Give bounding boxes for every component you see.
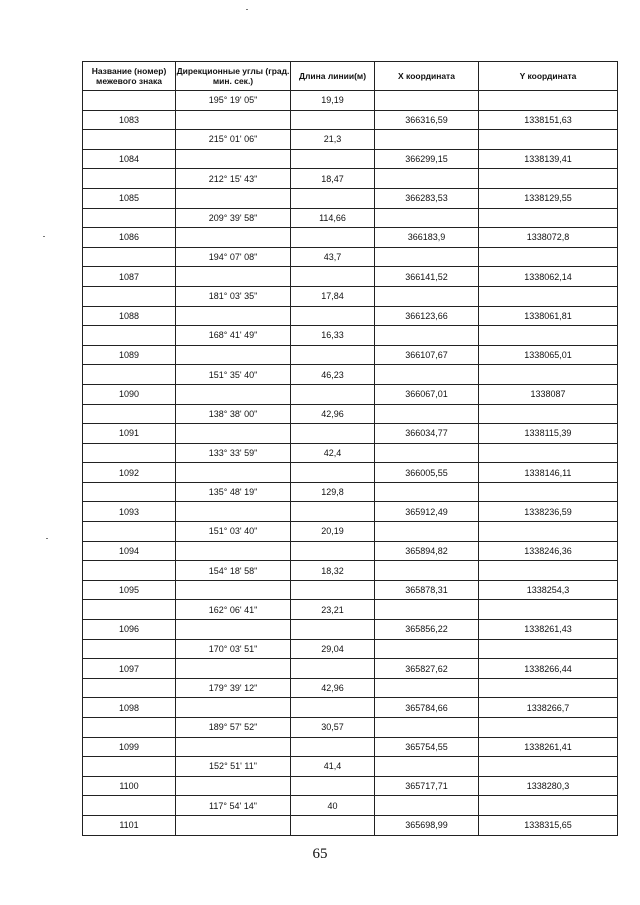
header-x-coordinate: X координата [375, 62, 479, 91]
line-length-cell [291, 188, 375, 208]
y-coordinate-cell [479, 600, 618, 620]
x-coordinate-cell [375, 91, 479, 111]
x-coordinate-cell: 366299,15 [375, 149, 479, 169]
direction-angle-cell [176, 345, 291, 365]
coordinates-table [82, 61, 618, 836]
table-row [83, 169, 618, 189]
line-length-cell: 20,19 [291, 522, 375, 542]
direction-angle-cell: 138° 38' 00" [176, 404, 291, 424]
direction-angle-cell: 195° 19' 05" [176, 91, 291, 111]
direction-angle-cell [176, 580, 291, 600]
direction-angle-cell: 212° 15' 43" [176, 169, 291, 189]
x-coordinate-cell [375, 247, 479, 267]
y-coordinate-cell: 1338261,43 [479, 620, 618, 640]
y-coordinate-cell: 1338246,36 [479, 541, 618, 561]
marker-name-cell [83, 522, 176, 542]
y-coordinate-cell: 1338146,11 [479, 463, 618, 483]
marker-name-cell [83, 796, 176, 816]
y-coordinate-cell [479, 326, 618, 346]
y-coordinate-cell [479, 757, 618, 777]
line-length-cell: 41,4 [291, 757, 375, 777]
y-coordinate-cell [479, 482, 618, 502]
table-row [83, 463, 618, 483]
direction-angle-cell: 154° 18' 58" [176, 561, 291, 581]
marker-name-cell [83, 326, 176, 346]
line-length-cell: 42,96 [291, 678, 375, 698]
direction-angle-cell [176, 306, 291, 326]
direction-angle-cell: 209° 39' 58" [176, 208, 291, 228]
x-coordinate-cell: 366005,55 [375, 463, 479, 483]
table-row [83, 757, 618, 777]
y-coordinate-cell: 1338151,63 [479, 110, 618, 130]
table-row [83, 149, 618, 169]
marker-name-cell [83, 718, 176, 738]
direction-angle-cell [176, 424, 291, 444]
direction-angle-cell: 181° 03' 35" [176, 286, 291, 306]
x-coordinate-cell: 365912,49 [375, 502, 479, 522]
line-length-cell: 18,32 [291, 561, 375, 581]
x-coordinate-cell: 366123,66 [375, 306, 479, 326]
y-coordinate-cell [479, 522, 618, 542]
line-length-cell: 17,84 [291, 286, 375, 306]
y-coordinate-cell [479, 443, 618, 463]
direction-angle-cell: 151° 03' 40" [176, 522, 291, 542]
table-row [83, 247, 618, 267]
line-length-cell [291, 620, 375, 640]
x-coordinate-cell [375, 757, 479, 777]
marker-name-cell: 1089 [83, 345, 176, 365]
line-length-cell: 29,04 [291, 639, 375, 659]
table-row [83, 188, 618, 208]
table-row [83, 267, 618, 287]
table-row [83, 443, 618, 463]
marker-name-cell [83, 561, 176, 581]
scan-speck [246, 9, 248, 10]
marker-name-cell [83, 482, 176, 502]
table-row [83, 796, 618, 816]
y-coordinate-cell: 1338280,3 [479, 776, 618, 796]
marker-name-cell [83, 91, 176, 111]
y-coordinate-cell [479, 286, 618, 306]
line-length-cell [291, 502, 375, 522]
line-length-cell: 40 [291, 796, 375, 816]
marker-name-cell: 1088 [83, 306, 176, 326]
marker-name-cell: 1100 [83, 776, 176, 796]
x-coordinate-cell [375, 718, 479, 738]
direction-angle-cell: 133° 33' 59" [176, 443, 291, 463]
y-coordinate-cell: 1338129,55 [479, 188, 618, 208]
table-row [83, 110, 618, 130]
table-row [83, 815, 618, 835]
direction-angle-cell [176, 384, 291, 404]
y-coordinate-cell: 1338065,01 [479, 345, 618, 365]
marker-name-cell [83, 404, 176, 424]
header-line-length: Длина линии(м) [291, 62, 375, 91]
direction-angle-cell [176, 737, 291, 757]
x-coordinate-cell [375, 796, 479, 816]
marker-name-cell: 1094 [83, 541, 176, 561]
line-length-cell [291, 463, 375, 483]
x-coordinate-cell: 365717,71 [375, 776, 479, 796]
direction-angle-cell [176, 188, 291, 208]
y-coordinate-cell: 1338115,39 [479, 424, 618, 444]
x-coordinate-cell: 365894,82 [375, 541, 479, 561]
direction-angle-cell: 215° 01' 06" [176, 130, 291, 150]
x-coordinate-cell [375, 365, 479, 385]
table-row [83, 639, 618, 659]
table-header-row [83, 62, 618, 91]
x-coordinate-cell [375, 326, 479, 346]
page-number: 65 [312, 846, 328, 862]
marker-name-cell: 1099 [83, 737, 176, 757]
marker-name-cell: 1101 [83, 815, 176, 835]
direction-angle-cell [176, 815, 291, 835]
line-length-cell: 42,4 [291, 443, 375, 463]
table-row [83, 776, 618, 796]
y-coordinate-cell: 1338062,14 [479, 267, 618, 287]
header-direction-angles: Дирекционные углы (град. мин. сек.) [176, 62, 291, 91]
marker-name-cell: 1098 [83, 698, 176, 718]
line-length-cell: 30,57 [291, 718, 375, 738]
x-coordinate-cell [375, 443, 479, 463]
x-coordinate-cell [375, 561, 479, 581]
y-coordinate-cell [479, 561, 618, 581]
direction-angle-cell: 135° 48' 19" [176, 482, 291, 502]
x-coordinate-cell: 366183,9 [375, 228, 479, 248]
y-coordinate-cell: 1338254,3 [479, 580, 618, 600]
y-coordinate-cell: 1338072,8 [479, 228, 618, 248]
table-row [83, 208, 618, 228]
table-row [83, 600, 618, 620]
table-row [83, 228, 618, 248]
line-length-cell [291, 737, 375, 757]
line-length-cell: 46,23 [291, 365, 375, 385]
marker-name-cell [83, 130, 176, 150]
x-coordinate-cell: 366316,59 [375, 110, 479, 130]
table-row [83, 620, 618, 640]
table-row [83, 580, 618, 600]
line-length-cell [291, 345, 375, 365]
x-coordinate-cell [375, 286, 479, 306]
line-length-cell: 18,47 [291, 169, 375, 189]
y-coordinate-cell: 1338266,7 [479, 698, 618, 718]
marker-name-cell: 1093 [83, 502, 176, 522]
table-row [83, 384, 618, 404]
line-length-cell: 23,21 [291, 600, 375, 620]
line-length-cell [291, 267, 375, 287]
x-coordinate-cell: 366283,53 [375, 188, 479, 208]
line-length-cell [291, 698, 375, 718]
x-coordinate-cell: 365784,66 [375, 698, 479, 718]
y-coordinate-cell [479, 208, 618, 228]
direction-angle-cell [176, 502, 291, 522]
y-coordinate-cell [479, 404, 618, 424]
table-row [83, 698, 618, 718]
x-coordinate-cell [375, 169, 479, 189]
line-length-cell [291, 815, 375, 835]
x-coordinate-cell [375, 130, 479, 150]
direction-angle-cell [176, 659, 291, 679]
x-coordinate-cell: 365827,62 [375, 659, 479, 679]
direction-angle-cell [176, 698, 291, 718]
x-coordinate-cell: 366034,77 [375, 424, 479, 444]
direction-angle-cell: 179° 39' 12" [176, 678, 291, 698]
marker-name-cell [83, 169, 176, 189]
y-coordinate-cell [479, 365, 618, 385]
marker-name-cell [83, 365, 176, 385]
marker-name-cell: 1086 [83, 228, 176, 248]
x-coordinate-cell [375, 600, 479, 620]
x-coordinate-cell [375, 482, 479, 502]
table-row [83, 718, 618, 738]
marker-name-cell: 1097 [83, 659, 176, 679]
direction-angle-cell [176, 149, 291, 169]
marker-name-cell: 1083 [83, 110, 176, 130]
direction-angle-cell: 194° 07' 08" [176, 247, 291, 267]
table-row [83, 659, 618, 679]
line-length-cell: 21,3 [291, 130, 375, 150]
y-coordinate-cell [479, 247, 618, 267]
marker-name-cell: 1092 [83, 463, 176, 483]
direction-angle-cell [176, 620, 291, 640]
direction-angle-cell: 117° 54' 14" [176, 796, 291, 816]
x-coordinate-cell: 366107,67 [375, 345, 479, 365]
scan-speck [43, 236, 45, 237]
marker-name-cell: 1084 [83, 149, 176, 169]
line-length-cell: 114,66 [291, 208, 375, 228]
table-row [83, 522, 618, 542]
y-coordinate-cell [479, 130, 618, 150]
line-length-cell: 16,33 [291, 326, 375, 346]
x-coordinate-cell: 366067,01 [375, 384, 479, 404]
x-coordinate-cell: 365698,99 [375, 815, 479, 835]
y-coordinate-cell [479, 169, 618, 189]
line-length-cell [291, 776, 375, 796]
line-length-cell [291, 149, 375, 169]
direction-angle-cell [176, 776, 291, 796]
x-coordinate-cell [375, 639, 479, 659]
x-coordinate-cell [375, 522, 479, 542]
marker-name-cell [83, 286, 176, 306]
marker-name-cell: 1090 [83, 384, 176, 404]
direction-angle-cell: 151° 35' 40" [176, 365, 291, 385]
x-coordinate-cell: 365754,55 [375, 737, 479, 757]
y-coordinate-cell [479, 639, 618, 659]
line-length-cell [291, 424, 375, 444]
table-row [83, 130, 618, 150]
table-row [83, 424, 618, 444]
x-coordinate-cell [375, 678, 479, 698]
line-length-cell: 19,19 [291, 91, 375, 111]
table-row [83, 502, 618, 522]
direction-angle-cell [176, 228, 291, 248]
x-coordinate-cell: 365856,22 [375, 620, 479, 640]
x-coordinate-cell [375, 404, 479, 424]
y-coordinate-cell [479, 718, 618, 738]
marker-name-cell: 1096 [83, 620, 176, 640]
direction-angle-cell [176, 110, 291, 130]
line-length-cell [291, 306, 375, 326]
line-length-cell [291, 384, 375, 404]
marker-name-cell [83, 757, 176, 777]
direction-angle-cell [176, 541, 291, 561]
table-row [83, 326, 618, 346]
marker-name-cell: 1085 [83, 188, 176, 208]
line-length-cell: 42,96 [291, 404, 375, 424]
marker-name-cell: 1091 [83, 424, 176, 444]
table-row [83, 678, 618, 698]
x-coordinate-cell [375, 208, 479, 228]
y-coordinate-cell: 1338139,41 [479, 149, 618, 169]
y-coordinate-cell [479, 678, 618, 698]
line-length-cell [291, 110, 375, 130]
table-row [83, 541, 618, 561]
line-length-cell: 129,8 [291, 482, 375, 502]
line-length-cell [291, 228, 375, 248]
table-row [83, 91, 618, 111]
marker-name-cell [83, 639, 176, 659]
table-row [83, 345, 618, 365]
x-coordinate-cell: 366141,52 [375, 267, 479, 287]
table-row [83, 482, 618, 502]
table-body [83, 91, 618, 836]
marker-name-cell [83, 443, 176, 463]
y-coordinate-cell: 1338261,41 [479, 737, 618, 757]
direction-angle-cell: 152° 51' 11" [176, 757, 291, 777]
x-coordinate-cell: 365878,31 [375, 580, 479, 600]
marker-name-cell [83, 208, 176, 228]
direction-angle-cell [176, 463, 291, 483]
marker-name-cell [83, 600, 176, 620]
y-coordinate-cell [479, 91, 618, 111]
header-marker-name: Название (номер) межевого знака [83, 62, 176, 91]
table-row [83, 404, 618, 424]
marker-name-cell [83, 678, 176, 698]
marker-name-cell: 1095 [83, 580, 176, 600]
table-row [83, 365, 618, 385]
line-length-cell [291, 580, 375, 600]
table-row [83, 286, 618, 306]
y-coordinate-cell: 1338236,59 [479, 502, 618, 522]
table-row [83, 737, 618, 757]
line-length-cell [291, 659, 375, 679]
line-length-cell: 43,7 [291, 247, 375, 267]
y-coordinate-cell [479, 796, 618, 816]
direction-angle-cell: 189° 57' 52" [176, 718, 291, 738]
direction-angle-cell [176, 267, 291, 287]
y-coordinate-cell: 1338061,81 [479, 306, 618, 326]
line-length-cell [291, 541, 375, 561]
y-coordinate-cell: 1338087 [479, 384, 618, 404]
marker-name-cell [83, 247, 176, 267]
scan-speck [46, 538, 48, 539]
direction-angle-cell: 168° 41' 49" [176, 326, 291, 346]
table-row [83, 561, 618, 581]
marker-name-cell: 1087 [83, 267, 176, 287]
header-y-coordinate: Y координата [479, 62, 618, 91]
y-coordinate-cell: 1338266,44 [479, 659, 618, 679]
y-coordinate-cell: 1338315,65 [479, 815, 618, 835]
table-row [83, 306, 618, 326]
direction-angle-cell: 162° 06' 41" [176, 600, 291, 620]
direction-angle-cell: 170° 03' 51" [176, 639, 291, 659]
